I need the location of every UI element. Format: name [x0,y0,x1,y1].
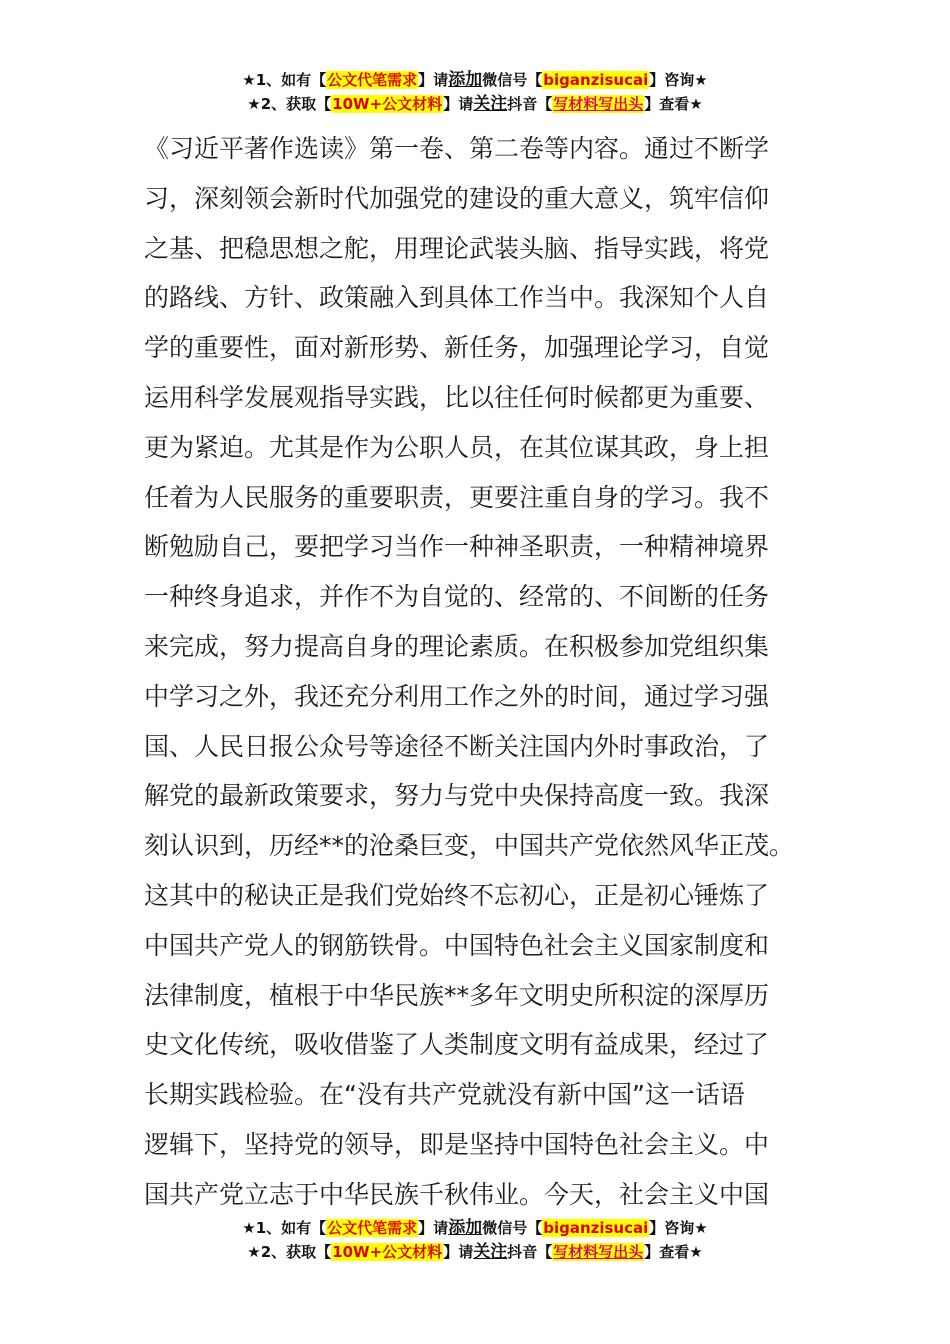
douyin-account: 写材料写出头 [553,1243,644,1261]
banner-line-1-mid2: 微信号【 [482,1219,543,1237]
banner-line-2-prefix: ★2、获取【 [247,1243,332,1261]
body-line: 学的重要性，面对新形势、新任务，加强理论学习，自觉 [144,333,770,363]
body-line: 法律制度，植根于中华民族**多年文明史所积淀的深厚历 [144,980,770,1010]
body-line: 断勉励自己，要把学习当作一种神圣职责，一种精神境界 [144,532,770,562]
add-underlined: 添加 [448,1218,483,1238]
banner-line-1 [0,68,950,92]
banner-line-1-suffix: 】咨询★ [649,71,708,89]
footer-banner [0,1216,950,1264]
banner-line-1-prefix: ★1、如有【 [242,71,327,89]
banner-line-2 [0,92,950,116]
banner-line-2-suffix: 】查看★ [644,1243,703,1261]
follow-underlined: 关注 [473,1242,508,1262]
body-line: 任着为人民服务的重要职责，更要注重自身的学习。我不 [144,482,770,512]
body-line: 史文化传统，吸收借鉴了人类制度文明有益成果，经过了 [144,1030,770,1060]
body-line: 更为紧迫。尤其是作为公职人员，在其位谋其政，身上担 [144,432,770,462]
materials-highlight: 10W+公文材料 [332,95,443,113]
ghostwriting-highlight: 公文代笔需求 [327,1219,418,1237]
body-line: 国、人民日报公众号等途径不断关注国内外时事政治，了 [144,731,770,761]
banner-line-1-mid: 】请 [418,71,449,89]
banner-line-2-suffix: 】查看★ [644,95,703,113]
body-line: 长期实践检验。在“没有共产党就没有新中国”这一话语 [144,1080,745,1110]
wechat-id: biganzisucai [543,1219,649,1237]
banner-line-1-suffix: 】咨询★ [649,1219,708,1237]
banner-line-2 [0,1240,950,1264]
ghostwriting-highlight: 公文代笔需求 [327,71,418,89]
body-line: 刻认识到，历经**的沧桑巨变，中国共产党依然风华正茂。 [144,831,795,861]
banner-line-1-prefix: ★1、如有【 [242,1219,327,1237]
body-line: 解党的最新政策要求，努力与党中央保持高度一致。我深 [144,781,770,811]
add-underlined: 添加 [448,70,483,90]
banner-line-2-mid2: 抖音【 [507,95,553,113]
body-line: 习，深刻领会新时代加强党的建设的重大意义，筑牢信仰 [144,183,770,213]
banner-line-1-mid2: 微信号【 [482,71,543,89]
wechat-id: biganzisucai [543,71,649,89]
body-line: 之基、把稳思想之舵，用理论武装头脑、指导实践，将党 [144,233,770,263]
body-line: 中学习之外，我还充分利用工作之外的时间，通过学习强 [144,681,770,711]
body-line: 这其中的秘诀正是我们党始终不忘初心，正是初心锤炼了 [144,880,770,910]
follow-underlined: 关注 [473,94,508,114]
body-line: 《习近平著作选读》第一卷、第二卷等内容。通过不断学 [144,134,770,163]
body-line: 逻辑下，坚持党的领导，即是坚持中国特色社会主义。中 [144,1129,770,1159]
banner-line-1-mid: 】请 [418,1219,449,1237]
materials-highlight: 10W+公文材料 [332,1243,443,1261]
body-line: 来完成，努力提高自身的理论素质。在积极参加党组织集 [144,631,770,661]
body-line: 中国共产党人的钢筋铁骨。中国特色社会主义国家制度和 [144,930,770,960]
body-line: 的路线、方针、政策融入到具体工作当中。我深知个人自 [144,283,770,313]
banner-line-2-mid: 】请 [443,1243,474,1261]
banner-line-2-mid2: 抖音【 [507,1243,553,1261]
body-line: 国共产党立志于中华民族千秋伟业。今天，社会主义中国 [144,1179,770,1209]
body-line: 一种终身追求，并作不为自觉的、经常的、不间断的任务 [144,582,770,612]
banner-line-2-prefix: ★2、获取【 [247,95,332,113]
banner-line-1 [0,1216,950,1240]
banner-line-2-mid: 】请 [443,95,474,113]
body-line: 运用科学发展观指导实践，比以往任何时候都更为重要、 [144,382,770,412]
douyin-account: 写材料写出头 [553,95,644,113]
header-banner [0,68,950,116]
document-body [144,124,824,1220]
